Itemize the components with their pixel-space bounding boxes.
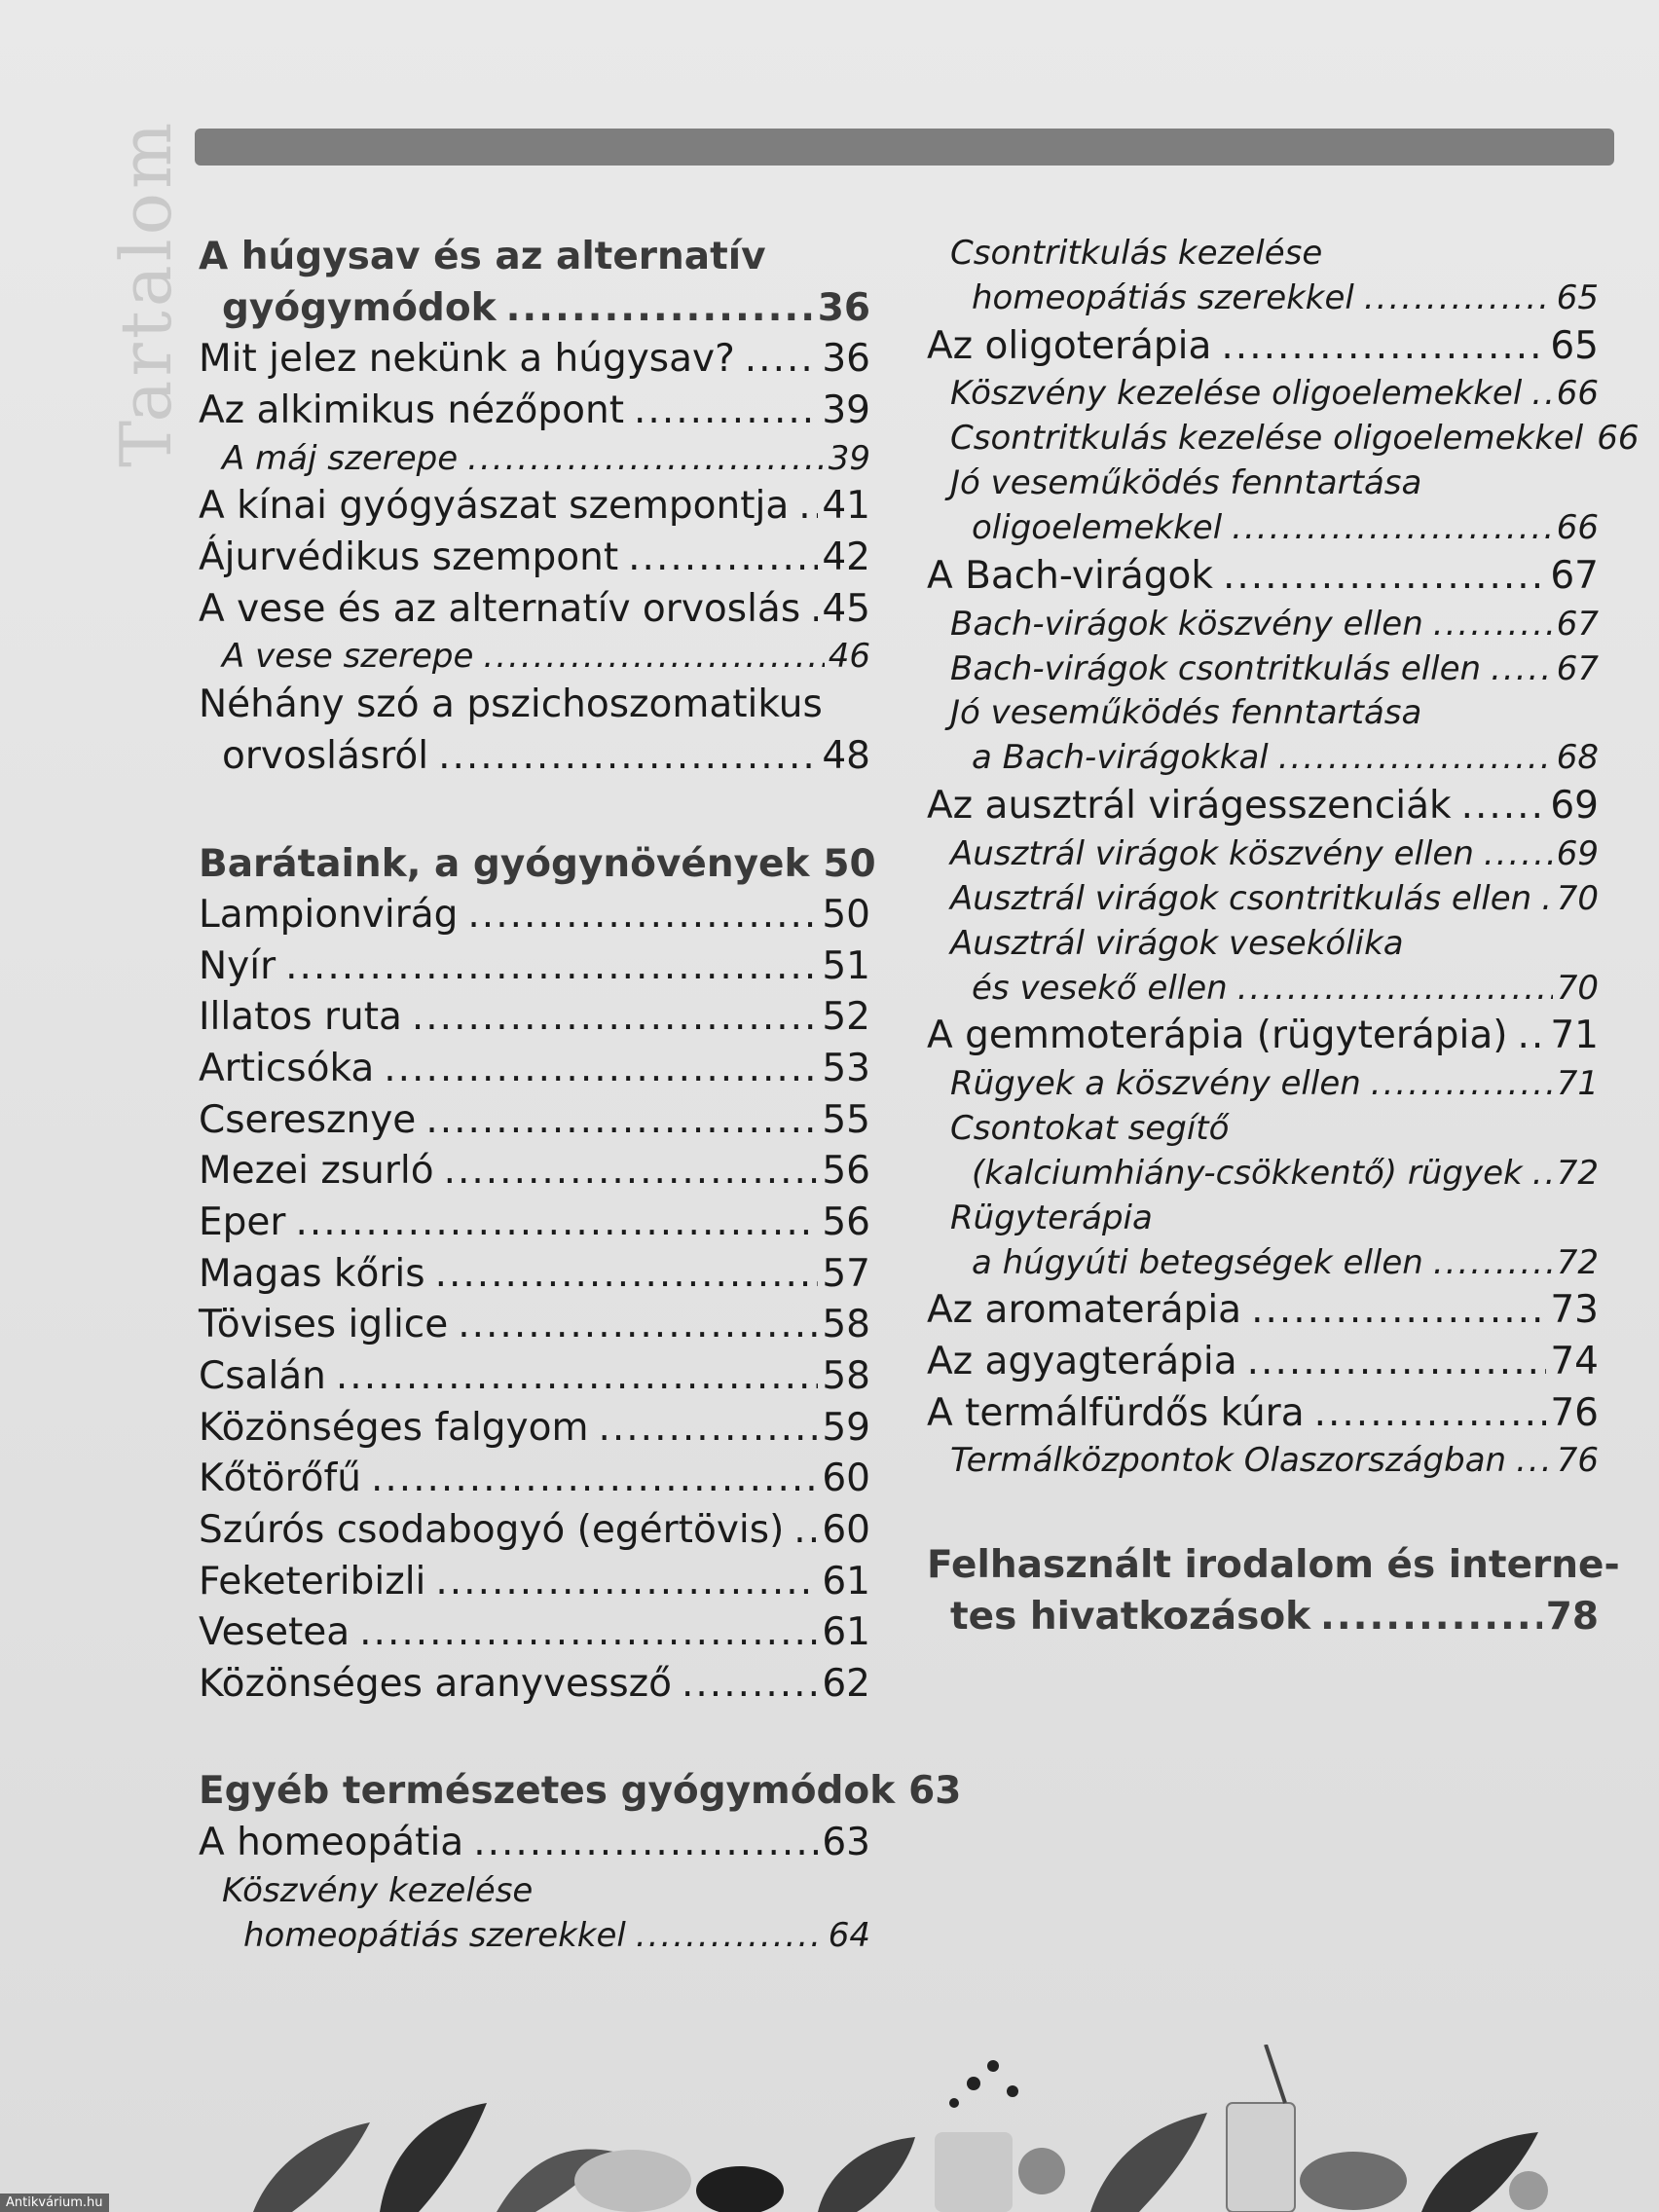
- toc-entry-title: Eper: [199, 1200, 286, 1245]
- toc-entry-title: Ausztrál virágok köszvény ellen: [950, 833, 1474, 873]
- toc-entry-title: A kínai gyógyászat szempontja: [199, 484, 790, 529]
- toc-entry-page-number: 59: [822, 1405, 870, 1450]
- toc-entry-title: Feketeribizli: [199, 1559, 426, 1604]
- dot-leader: [682, 1659, 818, 1711]
- toc-entry-title: homeopátiás szerekkel: [243, 1915, 626, 1955]
- toc-entry-title: Lampionvirág: [199, 893, 459, 938]
- toc-entry-title: Csalán: [199, 1353, 326, 1398]
- toc-entry-page-number: 76: [1556, 1441, 1599, 1481]
- toc-entry-page-number: 39: [822, 387, 870, 432]
- toc-entry-page-number: 78: [1545, 1594, 1599, 1639]
- toc-entry-title: Az aromaterápia: [927, 1288, 1242, 1333]
- toc-entry-line: Felhasznált irodalom és interne-: [927, 1543, 1620, 1588]
- toc-entry-page-number: 60: [822, 1456, 870, 1501]
- toc-entry-line: Csontritkulás kezelése: [950, 234, 1323, 273]
- toc-entry-title: Közönséges falgyom: [199, 1405, 589, 1450]
- toc-entry-page-number: 58: [822, 1303, 870, 1347]
- toc-entry-title: Az agyagterápia: [927, 1340, 1237, 1384]
- toc-entry-title: A homeopátia: [199, 1821, 464, 1865]
- dot-leader: [467, 890, 818, 941]
- toc-entry-page-number: 70: [1556, 878, 1599, 918]
- toc-entry: [199, 635, 870, 680]
- dot-leader: [1314, 1388, 1547, 1440]
- toc-entry-title: Az alkimikus nézőpont: [199, 387, 625, 432]
- toc-entry-title: Kőtörőfű: [199, 1456, 361, 1501]
- toc-entry-title: Bach-virágok csontritkulás ellen: [950, 648, 1482, 688]
- header-bar: [195, 129, 1614, 166]
- dot-leader: [1433, 1241, 1553, 1286]
- toc-entry: [927, 1337, 1599, 1388]
- toc-entry-title: A máj szerepe: [222, 438, 459, 478]
- toc-entry: [199, 386, 870, 437]
- toc-entry-page-number: 58: [822, 1353, 870, 1398]
- toc-entry: [199, 941, 870, 993]
- toc-entry: [927, 461, 1599, 551]
- toc-entry-page-number: 63: [908, 1769, 962, 1814]
- toc-entry: [927, 1285, 1599, 1337]
- toc-entry-page-number: 70: [1556, 968, 1599, 1008]
- toc-entry-title: Barátaink, a gyógynövények: [199, 841, 810, 886]
- toc-entry-page-number: 60: [822, 1507, 870, 1552]
- toc-entry-page-number: 56: [822, 1200, 870, 1245]
- toc-entry: [927, 1388, 1599, 1440]
- toc-entry: [927, 877, 1599, 922]
- toc-entry-title: Az ausztrál virágesszenciák: [927, 784, 1452, 829]
- dot-leader: [1223, 551, 1546, 603]
- dot-leader: [438, 731, 818, 783]
- toc-entry-line: Ausztrál virágok vesekólika: [950, 923, 1404, 963]
- toc-entry-title: Ájurvédikus szempont: [199, 535, 619, 580]
- toc-entry: [199, 1095, 870, 1147]
- toc-entry: [199, 1198, 870, 1249]
- toc-entry-line: Köszvény kezelése: [222, 1870, 534, 1910]
- toc-entry: [927, 1197, 1599, 1286]
- toc-entry-page-number: 36: [817, 285, 870, 330]
- toc-entry-page-number: 50: [823, 841, 876, 886]
- toc-entry-title: Termálközpontok Olaszországban: [950, 1441, 1507, 1481]
- toc-entry-title: Vesetea: [199, 1610, 350, 1655]
- toc-entry-title: (kalciumhiány-csökkentő) rügyek: [972, 1153, 1523, 1193]
- dot-leader: [295, 1198, 818, 1249]
- toc-entry: [199, 1659, 870, 1711]
- toc-entry-title: Rügyek a köszvény ellen: [950, 1064, 1361, 1104]
- toc-entry: [199, 1607, 870, 1659]
- dot-leader: [1232, 506, 1553, 551]
- toc-entry: [199, 1869, 870, 1959]
- dot-leader: [458, 1300, 818, 1351]
- dot-leader: [1433, 603, 1553, 647]
- toc-entry: [927, 372, 1599, 417]
- toc-entry-page-number: 67: [1556, 648, 1599, 688]
- toc-entry: [927, 1439, 1599, 1484]
- dot-leader: [1320, 1592, 1542, 1643]
- toc-entry: [927, 832, 1599, 877]
- watermark-text: Antikvárium.hu: [0, 2194, 109, 2212]
- toc-entry: [199, 1454, 870, 1505]
- toc-entry: [927, 1107, 1599, 1197]
- toc-entry-title: Bach-virágok köszvény ellen: [950, 604, 1423, 644]
- toc-entry: [927, 781, 1599, 832]
- dot-leader: [371, 1454, 818, 1505]
- dot-leader: [1541, 877, 1553, 922]
- toc-left-column: [199, 232, 962, 1959]
- dot-leader: [1371, 1062, 1553, 1107]
- toc-entry-line: A húgysav és az alternatív: [199, 235, 766, 278]
- dot-leader: [636, 1914, 825, 1959]
- toc-entry: [927, 1011, 1599, 1062]
- dot-leader: [745, 334, 819, 386]
- toc-entry-line: Rügyterápia: [950, 1198, 1153, 1237]
- dot-leader: [444, 1146, 819, 1198]
- toc-entry-page-number: 63: [822, 1821, 870, 1865]
- toc-entry-page-number: 69: [1556, 833, 1599, 873]
- toc-entry-page-number: 67: [1556, 604, 1599, 644]
- toc-entry: [199, 1403, 870, 1455]
- toc-entry-page-number: 66: [1556, 508, 1599, 548]
- toc-entry: [199, 1249, 870, 1301]
- toc-entry: [927, 922, 1599, 1012]
- toc-entry-title: Közönséges aranyvessző: [199, 1661, 672, 1706]
- toc-entry-title: Tövises iglice: [199, 1303, 449, 1347]
- toc-entry-page-number: 71: [1550, 1014, 1599, 1058]
- dot-leader: [634, 386, 818, 437]
- toc-entry: [927, 647, 1599, 692]
- toc-entry-title: Nyír: [199, 943, 276, 988]
- toc-entry-page-number: 62: [822, 1661, 870, 1706]
- dot-leader: [1364, 276, 1553, 321]
- toc-entry-page-number: 66: [1556, 374, 1599, 414]
- toc-entry-page-number: 66: [1597, 419, 1640, 459]
- herbs-illustration: [234, 2045, 1597, 2212]
- toc-entry-title: Szúrós csodabogyó (egértövis): [199, 1507, 785, 1552]
- toc-entry-page-number: 76: [1550, 1390, 1599, 1435]
- dot-leader: [1484, 832, 1553, 877]
- toc-entry: [927, 603, 1599, 647]
- toc-entry-title: a húgyúti betegségek ellen: [972, 1242, 1423, 1282]
- dot-leader: [435, 1557, 818, 1608]
- dot-leader: [473, 1818, 818, 1869]
- toc-entry-title: Köszvény kezelése oligoelemekkel: [950, 374, 1523, 414]
- dot-leader: [628, 533, 818, 584]
- toc-entry: [199, 890, 870, 941]
- toc-entry-title: tes hivatkozások: [950, 1594, 1311, 1639]
- dot-leader: [1532, 1152, 1553, 1197]
- toc-entry-page-number: 51: [822, 943, 870, 988]
- toc-entry-page-number: 55: [822, 1097, 870, 1142]
- toc-entry-title: oligoelemekkel: [972, 508, 1223, 548]
- toc-entry-title: Cseresznye: [199, 1097, 417, 1142]
- toc-entry: [199, 1044, 870, 1095]
- dot-leader: [1247, 1337, 1547, 1388]
- dot-leader: [1518, 1011, 1547, 1062]
- toc-entry-page-number: 57: [822, 1251, 870, 1296]
- toc-entry-title: A termálfürdős kúra: [927, 1390, 1305, 1435]
- toc-entry: [199, 232, 870, 334]
- toc-entry-line: Néhány szó a pszichoszomatikus: [199, 682, 823, 727]
- toc-entry-title: orvoslásról: [222, 733, 429, 778]
- toc-entry: [927, 417, 1640, 461]
- toc-entry: [927, 551, 1599, 603]
- toc-entry-page-number: 61: [822, 1559, 870, 1604]
- dot-leader: [1278, 736, 1553, 781]
- toc-entry-title: Mit jelez nekünk a húgysav?: [199, 337, 735, 382]
- toc-entry: [199, 437, 870, 482]
- toc-entry: [199, 1818, 870, 1869]
- toc-entry-page-number: 74: [1550, 1340, 1599, 1384]
- dot-leader: [1237, 967, 1553, 1012]
- dot-leader: [435, 1249, 819, 1301]
- toc-entry-line: Jó veseműködés fenntartása: [950, 693, 1422, 733]
- toc-entry-page-number: 69: [1550, 784, 1599, 829]
- toc-right-column: [927, 232, 1640, 1643]
- toc-entry-page-number: 52: [822, 995, 870, 1040]
- dot-leader: [1461, 781, 1547, 832]
- toc-entry: [199, 839, 876, 891]
- toc-entry-title: A Bach-virágok: [927, 553, 1213, 598]
- toc-entry-page-number: 67: [1550, 553, 1599, 598]
- dot-leader: [598, 1403, 818, 1455]
- dot-leader: [793, 1505, 818, 1557]
- toc-entry: [199, 584, 870, 636]
- toc-entry-title: és vesekő ellen: [972, 968, 1228, 1008]
- toc-entry: [199, 533, 870, 584]
- toc-entry-title: Egyéb természetes gyógymódok: [199, 1769, 896, 1814]
- toc-entry-page-number: 48: [822, 733, 870, 778]
- toc-entry-page-number: 50: [822, 893, 870, 938]
- toc-entry: [199, 1557, 870, 1608]
- toc-entry: [927, 321, 1599, 373]
- toc-entry-page-number: 68: [1556, 738, 1599, 778]
- toc-entry: [199, 1146, 870, 1198]
- dot-leader: [1516, 1439, 1553, 1484]
- toc-entry-page-number: 65: [1550, 323, 1599, 368]
- toc-entry-page-number: 73: [1550, 1288, 1599, 1333]
- dot-leader: [506, 283, 814, 335]
- toc-entry-title: gyógymódok: [222, 285, 497, 330]
- toc-entry-page-number: 53: [822, 1047, 870, 1091]
- toc-entry-page-number: 65: [1556, 277, 1599, 317]
- toc-entry-title: A vese és az alternatív orvoslás: [199, 586, 801, 631]
- toc-entry: [199, 992, 870, 1044]
- dot-leader: [1531, 372, 1552, 417]
- toc-entry-page-number: 46: [828, 637, 870, 677]
- toc-entry: [199, 1351, 870, 1403]
- toc-entry-title: A vese szerepe: [222, 637, 474, 677]
- toc-entry-page-number: 36: [822, 337, 870, 382]
- toc-entry-page-number: 61: [822, 1610, 870, 1655]
- toc-entry: [927, 1062, 1599, 1107]
- toc-entry: [927, 1540, 1620, 1642]
- dot-leader: [810, 584, 818, 636]
- dot-leader: [359, 1607, 818, 1659]
- toc-entry-page-number: 56: [822, 1149, 870, 1194]
- dot-leader: [1491, 647, 1553, 692]
- toc-entry-title: Csontritkulás kezelése oligoelemekkel: [950, 419, 1584, 459]
- toc-entry-page-number: 64: [828, 1915, 870, 1955]
- toc-entry-title: Mezei zsurló: [199, 1149, 434, 1194]
- dot-leader: [798, 481, 818, 533]
- side-section-label: [37, 118, 187, 477]
- dot-leader: [483, 635, 824, 680]
- toc-entry: [199, 1505, 870, 1557]
- dot-leader: [467, 437, 825, 482]
- toc-entry: [199, 1766, 962, 1818]
- dot-leader: [384, 1044, 818, 1095]
- toc-entry-title: Ausztrál virágok csontritkulás ellen: [950, 878, 1532, 918]
- dot-leader: [412, 992, 818, 1044]
- toc-entry: [199, 1300, 870, 1351]
- toc-entry: [927, 232, 1599, 321]
- toc-entry: [927, 691, 1599, 781]
- toc-entry: [199, 334, 870, 386]
- side-label-text: Tartalom: [105, 118, 187, 467]
- toc-entry-title: Az oligoterápia: [927, 323, 1212, 368]
- toc-entry: [199, 481, 870, 533]
- toc-entry-page-number: 45: [822, 586, 870, 631]
- toc-entry-line: Csontokat segítő: [950, 1108, 1230, 1148]
- dot-leader: [285, 941, 818, 993]
- toc-entry: [199, 680, 870, 782]
- toc-entry-line: Jó veseműködés fenntartása: [950, 463, 1422, 503]
- toc-entry-title: homeopátiás szerekkel: [972, 277, 1354, 317]
- dot-leader: [1251, 1285, 1546, 1337]
- dot-leader: [425, 1095, 818, 1147]
- toc-entry-title: Magas kőris: [199, 1251, 425, 1296]
- toc-entry-page-number: 72: [1556, 1153, 1599, 1193]
- toc-entry-page-number: 42: [822, 535, 870, 580]
- toc-entry-page-number: 41: [822, 484, 870, 529]
- toc-entry-title: Illatos ruta: [199, 995, 402, 1040]
- toc-entry-page-number: 71: [1556, 1064, 1599, 1104]
- dot-leader: [1221, 321, 1546, 373]
- dot-leader: [336, 1351, 818, 1403]
- toc-entry-page-number: 39: [828, 438, 870, 478]
- toc-entry-title: a Bach-virágokkal: [972, 738, 1269, 778]
- toc-entry-title: A gemmoterápia (rügyterápia): [927, 1014, 1508, 1058]
- toc-entry-page-number: 72: [1556, 1242, 1599, 1282]
- toc-entry-title: Articsóka: [199, 1047, 375, 1091]
